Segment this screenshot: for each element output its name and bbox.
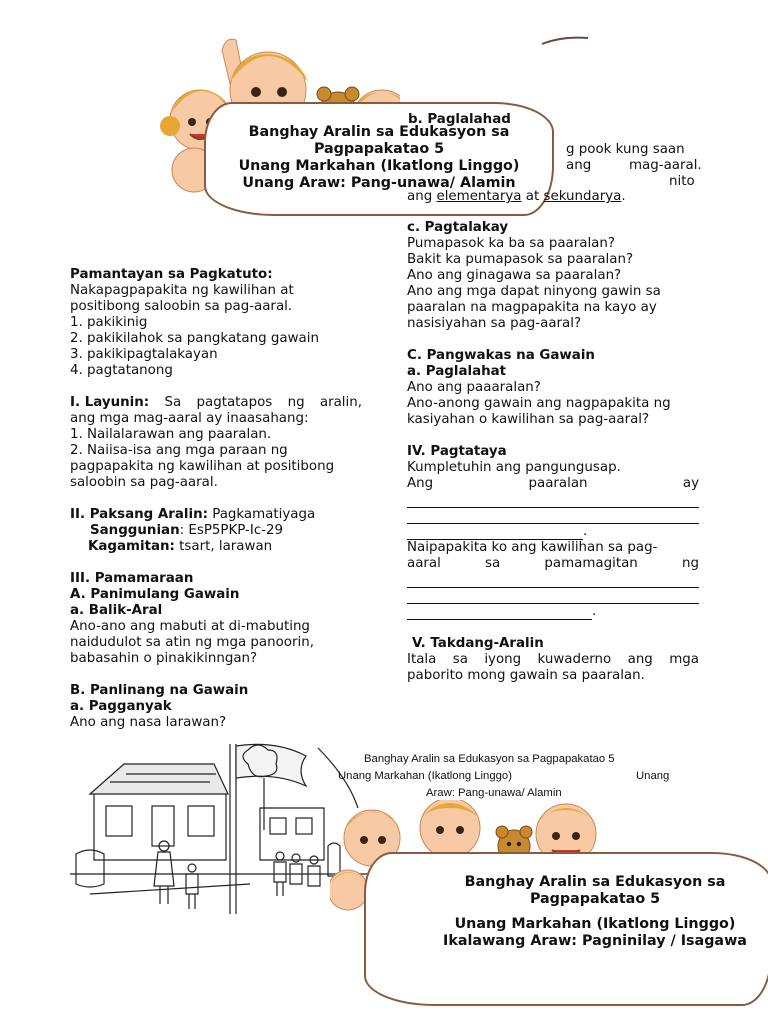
- word: sa: [485, 556, 501, 571]
- brush-stroke: [540, 34, 590, 46]
- text-line: naidudulot sa atin ng mga panoorin,: [70, 635, 314, 650]
- bottom-banner-title: [420, 874, 768, 950]
- banner-line: Pagpapakatao 5: [313, 141, 445, 157]
- answer-blank: [407, 588, 699, 604]
- right-column: [407, 220, 699, 684]
- word: ay: [682, 476, 699, 491]
- text-line: paaralan na magpapakita na kayo ay: [407, 300, 657, 315]
- list-item: 4. pagtatanong: [70, 363, 173, 378]
- text-line: Ano ang ginagawa sa paaralan?: [407, 268, 622, 283]
- section-heading: c. Pagtalakay: [407, 220, 509, 235]
- word: Ang: [407, 476, 434, 491]
- kagamitan-label: Kagamitan:: [88, 539, 175, 554]
- text-line: positibong saloobin sa pag-aaral.: [70, 299, 293, 314]
- text-line: babasahin o pinakikinngan?: [70, 651, 258, 666]
- word: ng: [287, 395, 305, 410]
- mid-caption-line-2a: Unang Markahan (Ikatlong Linggo): [338, 770, 512, 782]
- text-line: saloobin sa pag-aaral.: [70, 475, 218, 490]
- text-span: at: [521, 189, 544, 204]
- peek-heading: b. Paglalahad: [408, 112, 511, 127]
- layunin-line: [70, 395, 362, 411]
- section-heading: a. Paglalahat: [407, 364, 507, 379]
- banner-line: Unang Araw: Pang-unawa/ Alamin: [242, 175, 516, 191]
- banner-line: Pagpapakatao 5: [529, 891, 661, 907]
- word: aaral: [407, 556, 441, 571]
- word: Sa: [164, 395, 182, 410]
- text-line: Ano-ano ang mabuti at di-mabuting: [70, 619, 310, 634]
- answer-blank: [407, 492, 699, 508]
- peek-line: nito: [669, 174, 695, 189]
- peek-line: ang: [566, 158, 592, 173]
- peek-line: g pook kung saan: [566, 142, 685, 157]
- text-line: Ano ang nasa larawan?: [70, 715, 227, 730]
- text-span: ang: [407, 189, 437, 204]
- banner-line: Unang Markahan (Ikatlong Linggo): [238, 158, 520, 174]
- justified-line: [407, 476, 699, 492]
- underlined-term: elementarya: [436, 189, 522, 204]
- section-heading: a. Balik-Aral: [70, 603, 163, 618]
- section-heading: III. Pamamaraan: [70, 571, 194, 586]
- word: aralin,: [319, 395, 362, 410]
- section-heading: V. Takdang-Aralin: [412, 636, 544, 651]
- list-item: 1. pakikinig: [70, 315, 148, 330]
- text-line: Nakapagpapakita ng kawilihan at: [70, 283, 294, 298]
- text-line: kasiyahan o kawilihan sa pag-aaral?: [407, 412, 650, 427]
- kagamitan-line: [70, 539, 362, 555]
- word: pagtatapos: [196, 395, 273, 410]
- sanggunian-line: [70, 523, 362, 539]
- text-line: Bakit ka pumapasok sa paaralan?: [407, 252, 634, 267]
- section-heading: A. Panimulang Gawain: [70, 587, 240, 602]
- word: sa: [452, 652, 468, 667]
- paksa-label: II. Paksang Aralin:: [70, 507, 208, 522]
- list-item: 2. pakikilahok sa pangkatang gawain: [70, 331, 319, 346]
- mid-caption-line-1: Banghay Aralin sa Edukasyon sa Pagpapakatao 5: [364, 753, 615, 765]
- text-line: Naipapakita ko ang kawilihan sa pag-: [407, 540, 658, 555]
- mid-caption-line-2b: Unang: [636, 770, 670, 782]
- text-line: Ano ang paaaralan?: [407, 380, 541, 395]
- school-illustration: [70, 734, 370, 919]
- sanggunian-value: : EsP5PKP-Ic-29: [179, 523, 284, 538]
- text-line: Pumapasok ka ba sa paaralan?: [407, 236, 615, 251]
- word: Itala: [407, 652, 437, 667]
- answer-blank-short: .: [407, 524, 699, 540]
- list-item: 2. Naiisa-isa ang mga paraan ng: [70, 443, 288, 458]
- banner-line: Banghay Aralin sa Edukasyon sa: [248, 124, 510, 140]
- text-line: Ano ang mga dapat ninyong gawin sa: [407, 284, 661, 299]
- banner-line: Banghay Aralin sa Edukasyon sa: [464, 874, 726, 890]
- word: iyong: [484, 652, 522, 667]
- peek-line: [407, 189, 626, 205]
- word: ang: [627, 652, 653, 667]
- banner-line: Unang Markahan (Ikatlong Linggo): [454, 916, 736, 932]
- word: kuwaderno: [537, 652, 612, 667]
- answer-blank: [407, 508, 699, 524]
- justified-line: [407, 652, 699, 668]
- text-span: .: [621, 189, 626, 204]
- answer-blank: [407, 572, 699, 588]
- text-line: nasisiyahan sa pag-aaral?: [407, 316, 582, 331]
- text-line: Ano-anong gawain ang nagpapakita ng: [407, 396, 671, 411]
- text-line: pagpapakita ng kawilihan at positibong: [70, 459, 335, 474]
- kagamitan-value: tsart, larawan: [174, 539, 273, 554]
- section-heading: C. Pangwakas na Gawain: [407, 348, 595, 363]
- list-item: 1. Nailalarawan ang paaralan.: [70, 427, 272, 442]
- layunin-label: I. Layunin:: [70, 395, 150, 410]
- word: pamamagitan: [544, 556, 638, 571]
- pamantayan-heading: Pamantayan sa Pagkatuto:: [70, 267, 273, 282]
- word: mga: [669, 652, 699, 667]
- underlined-term: sekundarya: [543, 189, 622, 204]
- section-heading: B. Panlinang na Gawain: [70, 683, 249, 698]
- paksa-line: [70, 507, 362, 523]
- peek-line: mag-aaral.: [629, 158, 702, 173]
- sanggunian-label: Sanggunian: [90, 523, 180, 538]
- justified-line: [407, 556, 699, 572]
- section-heading: IV. Pagtataya: [407, 444, 507, 459]
- bottom-cartoon-banner: [330, 800, 768, 1010]
- bottom-banner-frame: [364, 852, 768, 1006]
- top-banner-title: [206, 124, 552, 192]
- answer-blank-short: .: [407, 604, 699, 620]
- banner-line: Ikalawang Araw: Pagninilay / Isagawa: [443, 933, 747, 949]
- text-line: Kumpletuhin ang pangungusap.: [407, 460, 621, 475]
- paksa-value: Pagkamatiyaga: [207, 507, 316, 522]
- word: ng: [681, 556, 699, 571]
- word: paaralan: [528, 476, 588, 491]
- list-item: 3. pakikipagtalakayan: [70, 347, 218, 362]
- text-line: ang mga mag-aaral ay inaasahang:: [70, 411, 309, 426]
- text-line: paborito mong gawain sa paaralan.: [407, 668, 645, 683]
- section-heading: a. Pagganyak: [70, 699, 172, 714]
- mid-caption-line-3: Araw: Pang-unawa/ Alamin: [426, 787, 562, 799]
- left-column: [70, 267, 362, 731]
